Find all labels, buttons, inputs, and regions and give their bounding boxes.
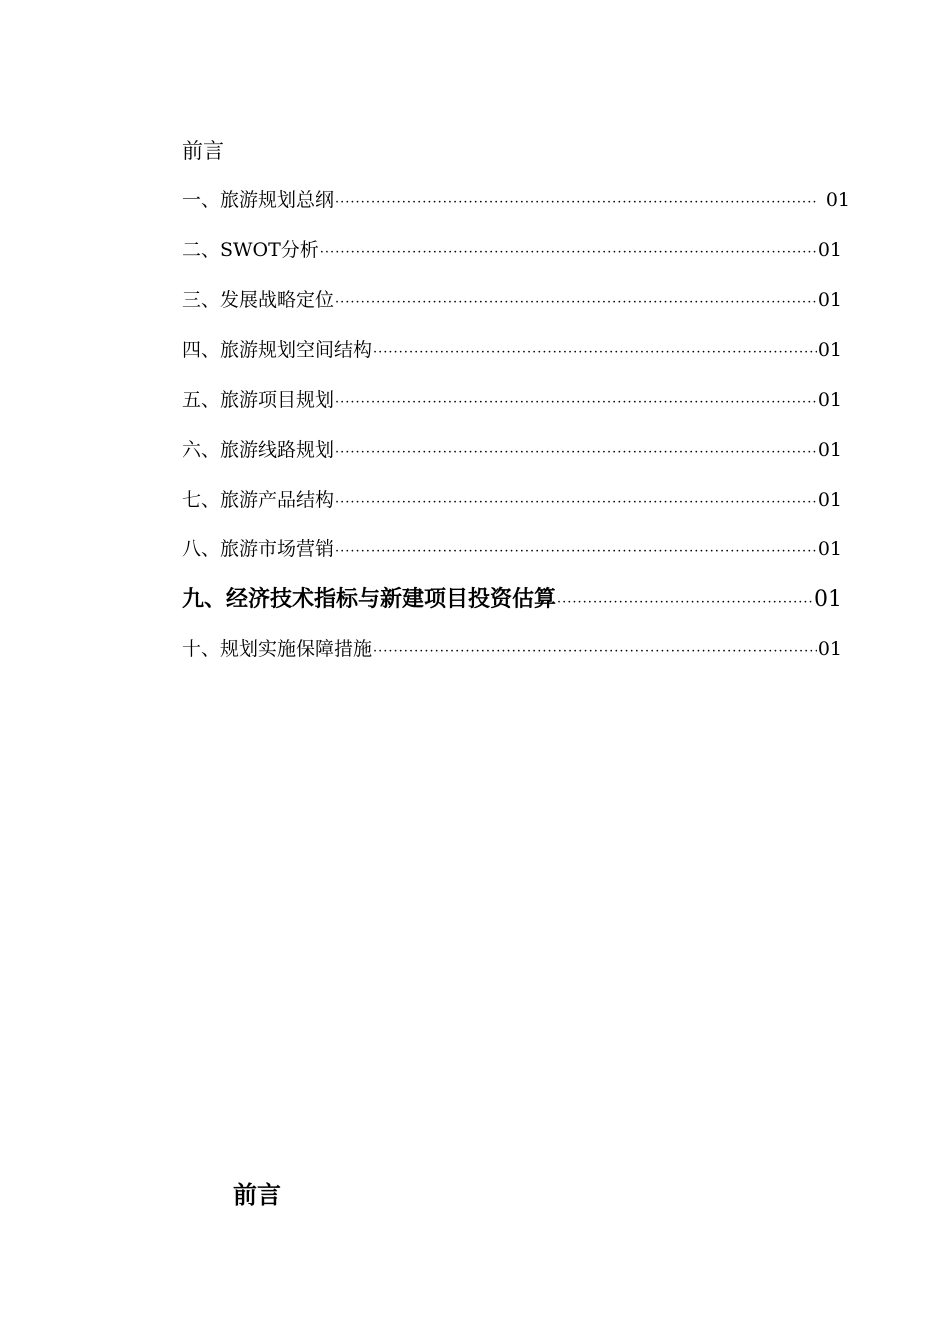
- dot-leader: [335, 490, 817, 516]
- toc-entry-page: 01: [817, 638, 842, 660]
- section-heading: 前言: [233, 1180, 281, 1209]
- dot-leader: [320, 240, 817, 266]
- toc-entry-page: 01: [817, 489, 842, 511]
- toc-entry-label: 八、旅游市场营销: [182, 538, 335, 560]
- toc-entry-label: 六、旅游线路规划: [182, 439, 335, 461]
- toc-entry-5[interactable]: [182, 387, 842, 416]
- toc-entry-label: 一、旅游规划总纲: [182, 189, 335, 211]
- dot-leader: [335, 190, 817, 216]
- toc-entry-page: 01: [814, 587, 842, 612]
- toc-entry-label: 四、旅游规划空间结构: [182, 339, 373, 361]
- toc-entry-4[interactable]: [182, 337, 842, 366]
- dot-leader: [373, 340, 817, 366]
- toc-entry-10[interactable]: [182, 636, 842, 665]
- toc-entry-page: 01: [817, 538, 842, 560]
- dot-leader: [335, 539, 817, 565]
- toc-entry-page: 01: [817, 389, 842, 411]
- toc-entry-label: 九、经济技术指标与新建项目投资估算: [182, 586, 557, 612]
- toc-entry-1[interactable]: [182, 187, 850, 216]
- toc-entry-label: 五、旅游项目规划: [182, 389, 335, 411]
- dot-leader: [557, 590, 813, 616]
- toc-entry-label: 三、发展战略定位: [182, 289, 335, 311]
- dot-leader: [335, 390, 817, 416]
- dot-leader: [373, 639, 817, 665]
- toc-entry-page: 01: [817, 439, 842, 461]
- toc-entry-3[interactable]: [182, 287, 842, 316]
- toc-heading: 前言: [182, 139, 224, 163]
- toc-entry-2[interactable]: [182, 237, 842, 266]
- toc-entry-page: 01: [817, 239, 842, 261]
- dot-leader: [335, 440, 817, 466]
- toc-entry-9[interactable]: [182, 586, 842, 616]
- toc-entry-7[interactable]: [182, 487, 842, 516]
- toc-entry-page: 01: [825, 189, 850, 211]
- dot-leader: [335, 290, 817, 316]
- toc-entry-page: 01: [817, 339, 842, 361]
- toc-entry-label: 七、旅游产品结构: [182, 489, 335, 511]
- toc-entry-label: 十、规划实施保障措施: [182, 638, 373, 660]
- toc-entry-label: 二、SWOT分析: [182, 239, 319, 261]
- toc-entry-8[interactable]: [182, 536, 842, 565]
- toc-entry-6[interactable]: [182, 437, 842, 466]
- toc-entry-page: 01: [817, 289, 842, 311]
